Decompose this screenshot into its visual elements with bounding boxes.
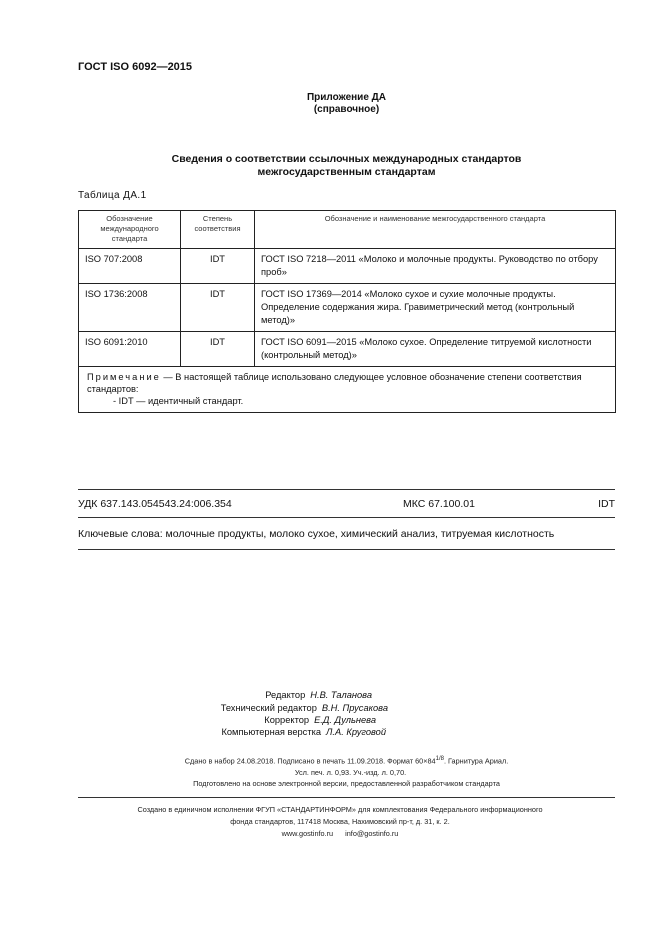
bibliographic-top-rule: [78, 489, 615, 490]
publisher-line1: Создано в единичном исполнении ФГУП «СТАНДАРТИНФОРМ» для комплектования Федерального информационного: [137, 805, 543, 814]
imprint-line1-text: Сдано в набор 24.08.2018. Подписано в печать 11.09.2018. Формат 60×84: [184, 756, 436, 766]
staff-role: Технический редактор: [220, 703, 317, 713]
header-degree: Степень соответствия: [181, 211, 255, 249]
bibliographic-bottom-rule: [78, 517, 615, 518]
header-gost: Обозначение и наименование межгосударственного стандарта: [255, 211, 616, 249]
note-text: — В настоящей таблице использовано следующее условное обозначение степени соответствия стандартов:: [87, 372, 582, 394]
table-header-row: [79, 211, 616, 249]
intl-standard-cell: ISO 6091:2010: [79, 332, 181, 367]
publisher-site-link[interactable]: www.gostinfo.ru: [281, 829, 334, 838]
staff-corrector: [144, 715, 404, 725]
publisher-contacts: [60, 828, 620, 840]
degree-cell: IDT: [181, 284, 255, 332]
imprint-line1: [78, 756, 615, 765]
gost-cell: ГОСТ ISO 17369—2014 «Молоко сухое и сухие молочные продукты. Определение содержания жира. Гравиметрический метод (контрольный метод)»: [255, 284, 616, 332]
correspondence-table: [78, 210, 616, 413]
publisher-line2: фонда стандартов, 117418 Москва, Нахимовский пр-т, д. 31, к. 2.: [230, 817, 450, 826]
format-fraction: 1/8: [435, 756, 444, 762]
udk-code: УДК 637.143.054543.24:006.354: [78, 498, 232, 510]
degree-cell: IDT: [181, 332, 255, 367]
appendix-subtitle: (справочное): [313, 104, 380, 115]
doc-title-line1: Сведения о соответствии ссылочных международных стандартов: [171, 153, 522, 165]
table-note: [79, 367, 616, 413]
staff-name: Л.А. Круговой: [326, 727, 386, 737]
appendix-title: Приложение ДА: [306, 92, 387, 103]
table-row: [79, 332, 616, 367]
table-row: [79, 284, 616, 332]
staff-role: Корректор: [264, 715, 310, 725]
imprint-line2: Усл. печ. л. 0,93. Уч.-изд. л. 0,70.: [294, 768, 407, 777]
intl-standard-cell: ISO 1736:2008: [79, 284, 181, 332]
staff-role: Редактор: [265, 690, 306, 700]
intl-standard-cell: ISO 707:2008: [79, 249, 181, 284]
staff-layout: [144, 727, 404, 737]
staff-name: В.Н. Прусакова: [321, 703, 388, 713]
publisher-email-link[interactable]: info@gostinfo.ru: [345, 829, 399, 838]
imprint-line1-end: . Гарнитура Ариал.: [443, 756, 509, 766]
degree-cell: IDT: [181, 249, 255, 284]
imprint-line3: Подготовлено на основе электронной версии, предоставленной разработчиком стандарта: [193, 779, 500, 788]
gost-cell: ГОСТ ISO 6091—2015 «Молоко сухое. Определение титруемой кислотности (контрольный метод)»: [255, 332, 616, 367]
gost-cell: ГОСТ ISO 7218—2011 «Молоко и молочные продукты. Руководство по отбору проб»: [255, 249, 616, 284]
table-caption: Таблица ДА.1: [78, 190, 147, 201]
staff-name: Е.Д. Дульнева: [314, 715, 376, 725]
degree-code: IDT: [598, 498, 615, 510]
doc-code-header: ГОСТ ISO 6092—2015: [78, 61, 193, 73]
table-row: [79, 249, 616, 284]
header-intl-standard: Обозначение международного стандарта: [79, 211, 181, 249]
table-note-row: [79, 367, 616, 413]
keywords-rule: [78, 549, 615, 550]
staff-editor: [144, 690, 404, 700]
keywords: Ключевые слова: молочные продукты, молоко сухое, химический анализ, титруемая кислотность: [78, 528, 555, 540]
mks-code: МКС 67.100.01: [403, 498, 475, 510]
staff-name: Н.В. Таланова: [310, 690, 372, 700]
staff-tech-editor: [144, 703, 404, 713]
note-item: - IDT — идентичный стандарт.: [113, 396, 244, 406]
staff-role: Компьютерная верстка: [221, 727, 322, 737]
note-label: Примечание: [87, 372, 161, 382]
publisher-rule: [78, 797, 615, 798]
doc-title-line2: межгосударственным стандартам: [257, 166, 436, 178]
